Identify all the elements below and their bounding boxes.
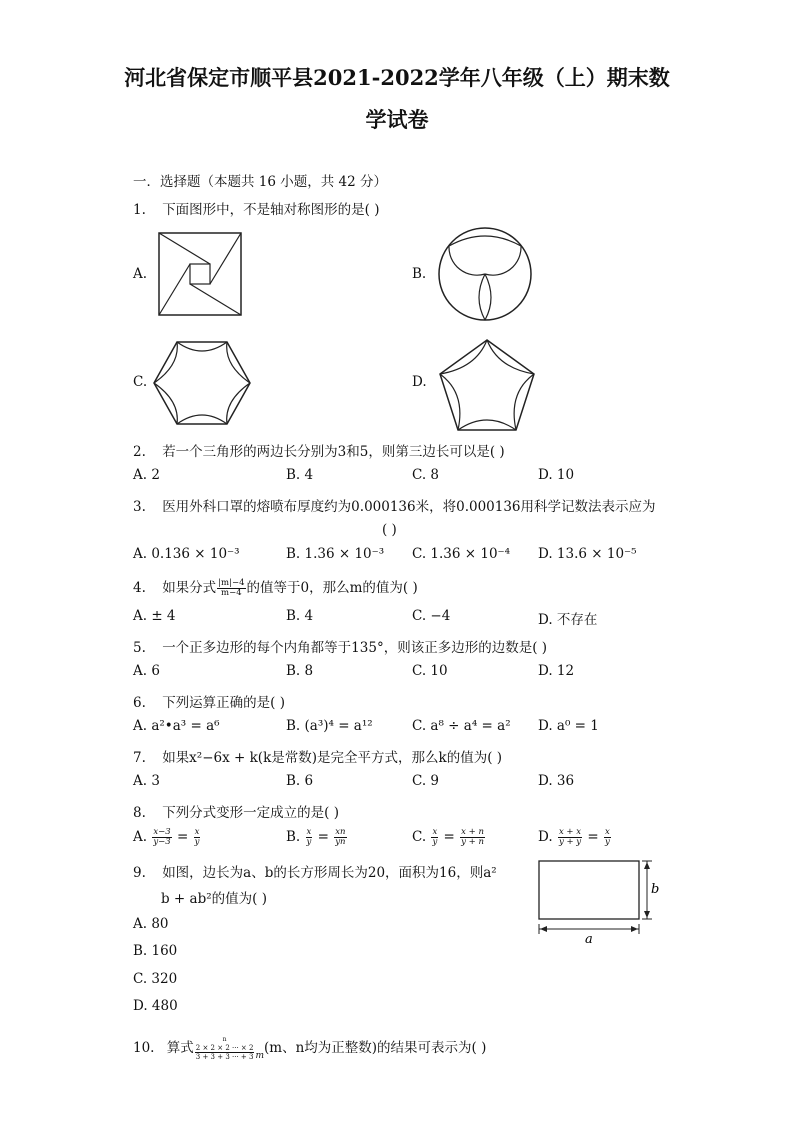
question-text: 若一个三角形的两边长分别为3和5，则第三边长可以是( ) — [162, 444, 505, 460]
fraction-denominator: y + y — [558, 837, 582, 847]
question-8 — [133, 801, 339, 821]
option-d: D. 不存在 — [538, 612, 598, 628]
fraction — [217, 579, 245, 598]
option-label: C. — [412, 829, 427, 845]
option-a: A. a²•a³ = a⁶ — [133, 718, 220, 734]
question-text: 如果x²−6x + k(k是常数)是完全平方式，那么k的值为( ) — [162, 750, 503, 766]
fraction-numerator: x — [604, 827, 610, 837]
fraction-denominator: y−3 — [153, 837, 171, 847]
question-number: 5. — [133, 640, 146, 656]
fraction-denominator: 3 + 3 + 3 ··· + 3 — [195, 1053, 254, 1061]
fraction-numerator: x — [432, 827, 438, 837]
question-text-post: (m、n均为正整数)的结果可表示为( ) — [264, 1040, 487, 1056]
fraction-numerator: x−3 — [153, 827, 171, 837]
option-a-label: A. — [133, 266, 148, 282]
question-text: 一个正多边形的每个内角都等于135°，则该正多边形的边数是( ) — [162, 640, 548, 656]
option-b: B. 6 — [286, 773, 314, 789]
option-c: C. 10 — [412, 663, 448, 679]
question-4 — [133, 576, 418, 598]
question-number: 3. — [133, 499, 146, 515]
option-label: D. — [538, 829, 553, 845]
fraction-denominator: y — [194, 837, 200, 847]
fraction-sub-index: m — [255, 1051, 264, 1061]
option-label: B. — [286, 829, 301, 845]
option-b: B. 4 — [286, 608, 314, 624]
fraction-numerator: x — [306, 827, 312, 837]
section-heading: 一．选择题（本题共 16 小题，共 42 分） — [133, 174, 388, 190]
option-a: A. ± 4 — [133, 608, 176, 624]
option-c: C. −4 — [412, 608, 451, 624]
question-text: 下列运算正确的是( ) — [162, 695, 286, 711]
option-a: A. 2 — [133, 467, 160, 483]
fraction — [195, 1036, 255, 1061]
question-text: 下面图形中，不是轴对称图形的是( ) — [162, 202, 380, 218]
page-title: 河北省保定市顺平县2021-2022学年八年级（上）期末数 — [124, 65, 670, 90]
fraction-numerator: 2 × 2 × 2 ··· × 2 — [195, 1044, 254, 1052]
fraction-numerator: x — [194, 827, 200, 837]
option-b: B. (a³)⁴ = a¹² — [286, 718, 373, 734]
square-pinwheel-icon — [158, 232, 242, 316]
option-d: D. 12 — [538, 663, 575, 679]
question-5 — [133, 636, 547, 656]
fraction-denominator: y — [432, 837, 438, 847]
question-3 — [133, 495, 656, 515]
question-number: 9. — [133, 865, 146, 881]
option-c: C. 8 — [412, 467, 440, 483]
question-text-pre: 算式 — [166, 1040, 194, 1056]
pentagon-arcs-icon — [438, 338, 536, 432]
option-d: D. a⁰ = 1 — [538, 718, 599, 734]
question-number: 6. — [133, 695, 146, 711]
fraction-numerator: x + n — [461, 827, 484, 837]
fraction-top-index: n — [222, 1036, 227, 1043]
question-number: 8. — [133, 805, 146, 821]
question-6 — [133, 691, 285, 711]
fraction-denominator: yn — [335, 837, 346, 847]
option-d: D. 480 — [133, 998, 178, 1014]
option-c: C. 320 — [133, 971, 178, 987]
question-number: 1. — [133, 202, 146, 218]
option-d: D. $\frac{x + x}{y + y}$ = $\frac{x}{y}$ — [538, 827, 610, 847]
page-title-line2: 学试卷 — [365, 107, 429, 132]
question-text: 下列分式变形一定成立的是( ) — [162, 805, 340, 821]
option-d-label: D. — [412, 374, 427, 390]
option-d: D. 10 — [538, 467, 575, 483]
option-a: A. 80 — [133, 916, 169, 932]
option-label: A. — [133, 829, 148, 845]
option-a: A. 6 — [133, 663, 160, 679]
option-c: C. 9 — [412, 773, 440, 789]
option-b-label: B. — [412, 266, 427, 282]
fraction-denominator: y — [604, 837, 610, 847]
option-a: A. $\frac{x-3}{y-3}$ = $\frac{x}{y}$ — [133, 827, 200, 847]
label-a: a — [585, 932, 593, 945]
option-c-label: C. — [133, 374, 148, 390]
option-b: B. 4 — [286, 467, 314, 483]
option-d: D. 13.6 × 10⁻⁵ — [538, 546, 637, 562]
question-number: 7. — [133, 750, 146, 766]
option-d: D. 36 — [538, 773, 575, 789]
question-text-pre: 如果分式 — [162, 580, 217, 596]
question-10 — [133, 1036, 486, 1061]
fraction-numerator: xn — [335, 827, 346, 837]
option-b: B. 1.36 × 10⁻³ — [286, 546, 385, 562]
question-9 — [133, 861, 497, 881]
option-c: C. 1.36 × 10⁻⁴ — [412, 546, 511, 562]
question-text-post: 的值等于0，那么m的值为( ) — [246, 580, 418, 596]
option-a: A. 0.136 × 10⁻³ — [133, 546, 240, 562]
question-3-parens: ( ) — [382, 522, 397, 538]
question-number: 10. — [133, 1040, 155, 1056]
option-c: C. a⁸ ÷ a⁴ = a² — [412, 718, 511, 734]
question-number: 2. — [133, 444, 146, 460]
fraction-denominator: m−4 — [221, 588, 242, 598]
option-a: A. 3 — [133, 773, 160, 789]
fraction-numerator: x + x — [558, 827, 582, 837]
fraction-denominator: y + n — [461, 837, 484, 847]
circle-three-arcs-icon — [437, 226, 533, 322]
question-1 — [133, 198, 380, 218]
question-9-cont: b + ab²的值为( ) — [161, 891, 267, 907]
question-text: 医用外科口罩的熔喷布厚度约为0.000136米，将0.000136用科学记数法表示应为 — [162, 499, 656, 515]
question-text: 如图，边长为a、b的长方形周长为20，面积为16，则a² — [162, 865, 497, 881]
question-7 — [133, 746, 502, 766]
option-b: B. 160 — [133, 943, 178, 959]
label-b: b — [651, 882, 660, 897]
question-2 — [133, 440, 505, 460]
option-b: B. $\frac{x}{y}$ = $\frac{xn}{yn}$ — [286, 827, 346, 847]
fraction-denominator: y — [306, 837, 312, 847]
hexagon-arcs-icon — [152, 340, 252, 426]
option-c: C. $\frac{x}{y}$ = $\frac{x + n}{y + n}$ — [412, 827, 484, 847]
option-b: B. 8 — [286, 663, 314, 679]
rectangle-diagram — [535, 855, 665, 945]
fraction-numerator: |m|−4 — [218, 578, 245, 588]
question-number: 4. — [133, 580, 146, 596]
